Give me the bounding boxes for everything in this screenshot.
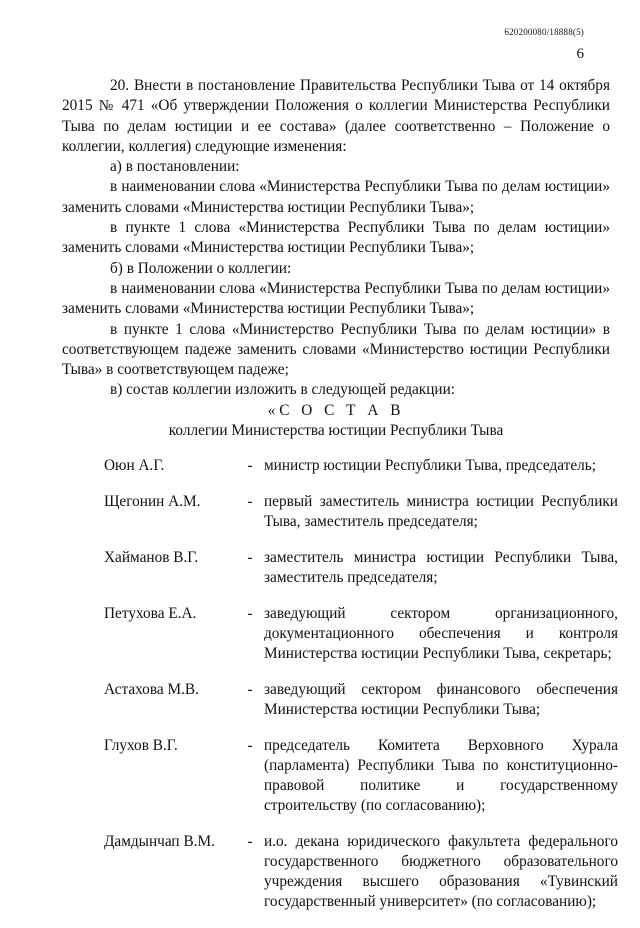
composition-subtitle: коллегии Министерства юстиции Республики Тыва [168, 422, 504, 439]
composition-title: «С О С Т А В [267, 402, 405, 419]
paragraph-b-point1: в пункте 1 слова «Министерство Республики Тыва по делам юстиции» в соответствующем падеже заменить словами «Министерство юстиции Республики Тыва» в соответствующем падеже; [62, 320, 610, 379]
member-list [62, 456, 622, 928]
member-row [62, 604, 622, 664]
paragraph-b: б) в Положении о коллегии: [110, 259, 292, 277]
composition-heading [62, 401, 610, 441]
page-number: 6 [576, 46, 584, 62]
member-dash: - [247, 681, 253, 698]
member-role: первый заместитель министра юстиции Республики Тыва, заместитель председателя; [264, 493, 618, 530]
paragraph-a-point1: в пункте 1 слова «Министерства Республики Тыва по делам юстиции» заменить словами «Министерства юстиции Республики Тыва»; [62, 219, 610, 257]
member-name: Глухов В.Г. [104, 737, 178, 754]
paragraph-a-name: в наименовании слова «Министерства Республики Тыва по делам юстиции» заменить словами «Министерства юстиции Республики Тыва»; [62, 178, 610, 216]
member-row [62, 736, 622, 816]
member-dash: - [247, 833, 253, 850]
member-name: Хайманов В.Г. [104, 549, 199, 566]
member-role: заведующий сектором организационного, документационного обеспечения и контроля Министерства юстиции Республики Тыва, секретарь; [264, 605, 618, 662]
paragraph-c: в) состав коллегии изложить в следующей редакции: [110, 381, 456, 399]
member-name: Щегонин А.М. [104, 493, 201, 510]
paragraph-a: а) в постановлении: [110, 158, 240, 176]
member-row [62, 456, 622, 476]
member-dash: - [247, 457, 253, 474]
member-dash: - [247, 493, 253, 510]
member-role: и.о. декана юридического факультета федерального государственного бюджетного образовательного учреждения высшего образования «Тувинский государственный университет» (по согласованию); [264, 833, 618, 910]
member-name: Петухова Е.А. [104, 605, 197, 622]
member-role: заведующий сектором финансового обеспечения Министерства юстиции Республики Тыва; [264, 681, 618, 718]
amendment-text [62, 76, 610, 401]
member-row [62, 680, 622, 720]
member-row [62, 832, 622, 912]
paragraph-intro: 20. Внести в постановление Правительства Республики Тыва от 14 октября 2015 № 471 «Об утверждении Положения о коллегии Министерства Республики Тыва по делам юстиции и ее состава» (далее соответственно – Положение о коллегии, коллегия) следующие изменения: [62, 77, 610, 155]
member-role: заместитель министра юстиции Республики Тыва, заместитель председателя; [264, 549, 618, 586]
document-id: 620200080/18888(5) [504, 27, 584, 37]
member-name: Оюн А.Г. [104, 457, 165, 474]
member-role: председатель Комитета Верховного Хурала (парламента) Республики Тыва по конституционно-правовой политике и государственному строительству (по согласованию); [264, 737, 618, 814]
member-row [62, 492, 622, 532]
member-dash: - [247, 737, 253, 754]
member-dash: - [247, 605, 253, 622]
member-name: Астахова М.В. [104, 681, 199, 698]
member-row [62, 548, 622, 588]
member-dash: - [247, 549, 253, 566]
member-name: Дамдынчап В.М. [104, 833, 215, 850]
paragraph-b-name: в наименовании слова «Министерства Республики Тыва по делам юстиции» заменить словами «Министерства юстиции Республики Тыва»; [62, 279, 610, 318]
member-role: министр юстиции Республики Тыва, председатель; [264, 457, 597, 474]
